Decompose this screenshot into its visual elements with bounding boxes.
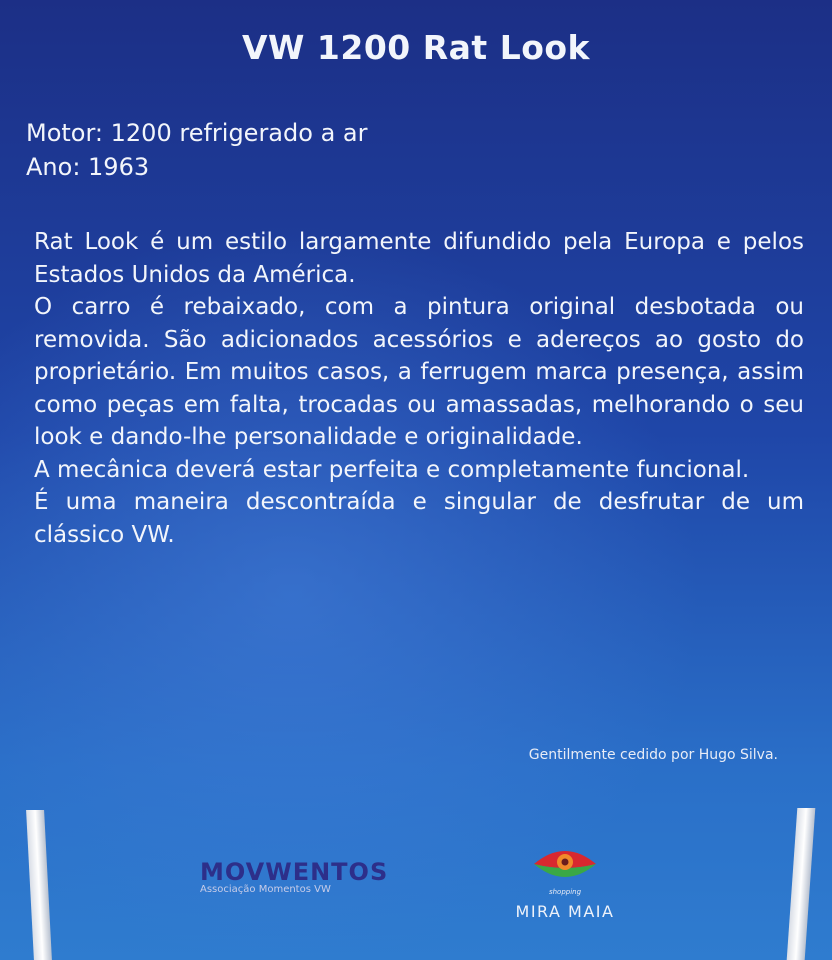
- stand-post-left: [26, 810, 52, 960]
- movwentos-logo: [200, 858, 388, 895]
- mira-maia-eye-icon: [530, 842, 600, 884]
- description-paragraph: O carro é rebaixado, com a pintura original desbotada ou removida. São adicionados acessórios e adereços ao gosto do proprietário. Em muitos casos, a ferrugem marca presença, assim como peças em falta, trocadas ou amassadas, melhorando o seu look e dando-lhe personalidade e originalidade.: [34, 294, 804, 450]
- description-paragraph: Rat Look é um estilo largamente difundido pela Europa e pelos Estados Unidos da América.: [34, 229, 804, 288]
- sign-title: VW 1200 Rat Look: [241, 28, 591, 67]
- description-paragraph: A mecânica deverá estar perfeita e completamente funcional.: [34, 456, 750, 483]
- description: [34, 226, 804, 551]
- spec-year: Ano: 1963: [26, 153, 150, 181]
- mira-maia-logo-name: MIRA MAIA: [515, 902, 615, 921]
- spec-engine: Motor: 1200 refrigerado a ar: [26, 119, 368, 147]
- stand-post-right: [787, 808, 816, 960]
- description-paragraph: É uma maneira descontraída e singular de desfrutar de um clássico VW.: [34, 489, 804, 548]
- mira-maia-logo: [500, 842, 630, 921]
- specs-block: [26, 116, 367, 184]
- credit-line: Gentilmente cedido por Hugo Silva.: [528, 747, 778, 763]
- movwentos-logo-subtitle: Associação Momentos VW: [200, 884, 331, 895]
- mira-maia-logo-small: shopping: [548, 888, 582, 896]
- movwentos-logo-name: MOVWENTOS: [200, 858, 389, 886]
